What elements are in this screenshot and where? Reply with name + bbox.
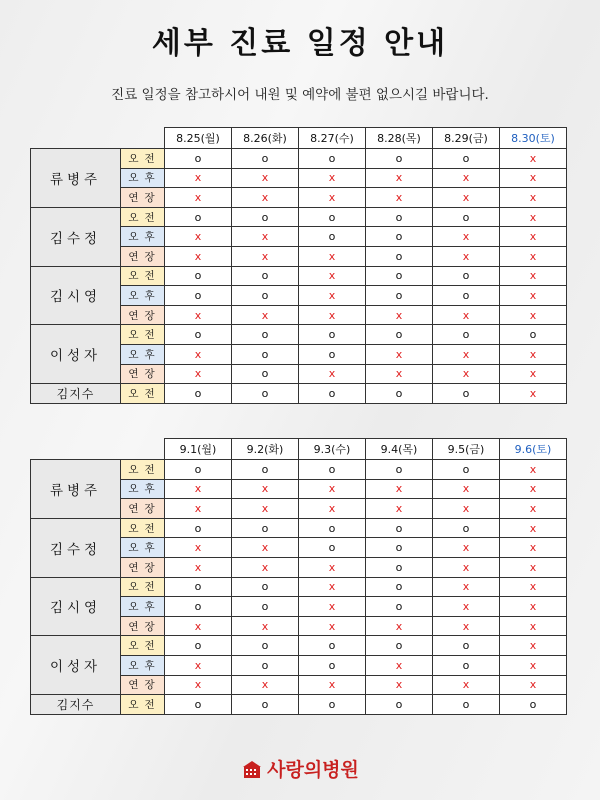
unavailable-mark: x <box>232 227 299 247</box>
unavailable-mark: x <box>433 479 500 499</box>
unavailable-mark: x <box>165 305 232 325</box>
unavailable-mark: x <box>165 557 232 577</box>
unavailable-mark: x <box>500 460 567 480</box>
available-mark: o <box>165 597 232 617</box>
session-label: 연장 <box>121 305 165 325</box>
session-label: 오후 <box>121 655 165 675</box>
available-mark: o <box>232 636 299 656</box>
unavailable-mark: x <box>500 305 567 325</box>
unavailable-mark: x <box>433 675 500 695</box>
unavailable-mark: x <box>232 188 299 208</box>
available-mark: o <box>366 557 433 577</box>
unavailable-mark: x <box>165 616 232 636</box>
available-mark: o <box>433 286 500 306</box>
unavailable-mark: x <box>500 675 567 695</box>
unavailable-mark: x <box>165 168 232 188</box>
unavailable-mark: x <box>299 305 366 325</box>
available-mark: o <box>366 227 433 247</box>
available-mark: o <box>433 266 500 286</box>
schedule-row <box>31 149 567 169</box>
unavailable-mark: x <box>433 227 500 247</box>
unavailable-mark: x <box>500 168 567 188</box>
unavailable-mark: x <box>500 344 567 364</box>
available-mark: o <box>433 518 500 538</box>
date-header: 8.27(수) <box>299 128 366 149</box>
date-header: 9.1(월) <box>165 439 232 460</box>
schedule-row <box>31 384 567 404</box>
available-mark: o <box>299 384 366 404</box>
doctor-name: 류병주 <box>31 149 121 208</box>
unavailable-mark: x <box>165 227 232 247</box>
available-mark: o <box>433 207 500 227</box>
available-mark: o <box>433 636 500 656</box>
available-mark: o <box>366 597 433 617</box>
unavailable-mark: x <box>366 675 433 695</box>
schedule-row <box>31 695 567 715</box>
unavailable-mark: x <box>366 616 433 636</box>
unavailable-mark: x <box>299 499 366 519</box>
date-header: 8.25(월) <box>165 128 232 149</box>
schedule-row <box>31 636 567 656</box>
unavailable-mark: x <box>232 479 299 499</box>
date-header: 8.28(목) <box>366 128 433 149</box>
available-mark: o <box>232 695 299 715</box>
unavailable-mark: x <box>500 188 567 208</box>
unavailable-mark: x <box>165 499 232 519</box>
unavailable-mark: x <box>299 479 366 499</box>
available-mark: o <box>232 655 299 675</box>
schedule-row <box>31 207 567 227</box>
session-label: 연장 <box>121 675 165 695</box>
session-label: 연장 <box>121 499 165 519</box>
unavailable-mark: x <box>500 597 567 617</box>
unavailable-mark: x <box>299 266 366 286</box>
available-mark: o <box>299 207 366 227</box>
date-header: 8.30(토) <box>500 128 567 149</box>
available-mark: o <box>433 384 500 404</box>
available-mark: o <box>165 695 232 715</box>
doctor-name: 김시영 <box>31 577 121 636</box>
unavailable-mark: x <box>232 557 299 577</box>
unavailable-mark: x <box>433 305 500 325</box>
unavailable-mark: x <box>366 364 433 384</box>
available-mark: o <box>299 325 366 345</box>
doctor-name: 이성자 <box>31 636 121 695</box>
available-mark: o <box>165 384 232 404</box>
unavailable-mark: x <box>299 246 366 266</box>
available-mark: o <box>299 460 366 480</box>
available-mark: o <box>232 577 299 597</box>
doctor-name: 류병주 <box>31 460 121 519</box>
date-header: 9.6(토) <box>500 439 567 460</box>
unavailable-mark: x <box>366 344 433 364</box>
schedule-row <box>31 266 567 286</box>
unavailable-mark: x <box>500 227 567 247</box>
session-label: 오전 <box>121 207 165 227</box>
unavailable-mark: x <box>500 266 567 286</box>
unavailable-mark: x <box>500 149 567 169</box>
session-label: 오전 <box>121 518 165 538</box>
header-corner <box>121 439 165 460</box>
available-mark: o <box>165 460 232 480</box>
hospital-name: 사랑의병원 <box>267 759 359 781</box>
session-label: 연장 <box>121 557 165 577</box>
unavailable-mark: x <box>299 577 366 597</box>
date-header: 9.4(목) <box>366 439 433 460</box>
unavailable-mark: x <box>299 597 366 617</box>
page-title: 세부 진료 일정 안내 <box>151 26 449 61</box>
available-mark: o <box>433 460 500 480</box>
session-label: 오후 <box>121 538 165 558</box>
date-header: 9.3(수) <box>299 439 366 460</box>
unavailable-mark: x <box>232 538 299 558</box>
session-label: 연장 <box>121 616 165 636</box>
unavailable-mark: x <box>366 499 433 519</box>
unavailable-mark: x <box>366 305 433 325</box>
available-mark: o <box>232 460 299 480</box>
available-mark: o <box>232 344 299 364</box>
available-mark: o <box>299 636 366 656</box>
unavailable-mark: x <box>366 479 433 499</box>
unavailable-mark: x <box>500 479 567 499</box>
unavailable-mark: x <box>433 364 500 384</box>
available-mark: o <box>299 695 366 715</box>
doctor-name: 김지수 <box>31 384 121 404</box>
unavailable-mark: x <box>165 479 232 499</box>
session-label: 오전 <box>121 384 165 404</box>
session-label: 오전 <box>121 149 165 169</box>
unavailable-mark: x <box>433 188 500 208</box>
header-corner <box>31 439 121 460</box>
schedule-table-week2 <box>30 438 567 715</box>
unavailable-mark: x <box>165 246 232 266</box>
available-mark: o <box>500 695 567 715</box>
unavailable-mark: x <box>299 616 366 636</box>
unavailable-mark: x <box>433 344 500 364</box>
unavailable-mark: x <box>165 675 232 695</box>
session-label: 오전 <box>121 695 165 715</box>
unavailable-mark: x <box>433 557 500 577</box>
unavailable-mark: x <box>500 557 567 577</box>
unavailable-mark: x <box>366 655 433 675</box>
schedule-row <box>31 325 567 345</box>
session-label: 오후 <box>121 479 165 499</box>
available-mark: o <box>165 207 232 227</box>
unavailable-mark: x <box>433 597 500 617</box>
session-label: 오전 <box>121 266 165 286</box>
session-label: 오후 <box>121 597 165 617</box>
header-corner <box>121 128 165 149</box>
unavailable-mark: x <box>500 384 567 404</box>
available-mark: o <box>366 286 433 306</box>
unavailable-mark: x <box>232 499 299 519</box>
doctor-name: 김수정 <box>31 518 121 577</box>
available-mark: o <box>299 655 366 675</box>
available-mark: o <box>165 266 232 286</box>
session-label: 오전 <box>121 636 165 656</box>
doctor-name: 김지수 <box>31 695 121 715</box>
available-mark: o <box>366 266 433 286</box>
unavailable-mark: x <box>366 168 433 188</box>
unavailable-mark: x <box>299 675 366 695</box>
available-mark: o <box>433 655 500 675</box>
unavailable-mark: x <box>165 538 232 558</box>
available-mark: o <box>366 577 433 597</box>
doctor-name: 이성자 <box>31 325 121 384</box>
unavailable-mark: x <box>433 616 500 636</box>
available-mark: o <box>165 518 232 538</box>
unavailable-mark: x <box>165 655 232 675</box>
session-label: 연장 <box>121 188 165 208</box>
schedule-table-week1 <box>30 127 567 404</box>
unavailable-mark: x <box>299 364 366 384</box>
available-mark: o <box>232 266 299 286</box>
unavailable-mark: x <box>232 675 299 695</box>
available-mark: o <box>366 460 433 480</box>
available-mark: o <box>366 149 433 169</box>
unavailable-mark: x <box>433 246 500 266</box>
available-mark: o <box>299 149 366 169</box>
available-mark: o <box>232 518 299 538</box>
available-mark: o <box>232 149 299 169</box>
available-mark: o <box>433 695 500 715</box>
date-header: 9.5(금) <box>433 439 500 460</box>
available-mark: o <box>366 246 433 266</box>
session-label: 오전 <box>121 460 165 480</box>
session-label: 연장 <box>121 246 165 266</box>
available-mark: o <box>366 325 433 345</box>
available-mark: o <box>299 344 366 364</box>
unavailable-mark: x <box>165 344 232 364</box>
unavailable-mark: x <box>232 616 299 636</box>
available-mark: o <box>232 364 299 384</box>
session-label: 오전 <box>121 325 165 345</box>
available-mark: o <box>165 325 232 345</box>
available-mark: o <box>366 384 433 404</box>
unavailable-mark: x <box>232 305 299 325</box>
unavailable-mark: x <box>433 538 500 558</box>
unavailable-mark: x <box>299 188 366 208</box>
unavailable-mark: x <box>165 364 232 384</box>
unavailable-mark: x <box>500 364 567 384</box>
session-label: 오후 <box>121 344 165 364</box>
schedule-row <box>31 577 567 597</box>
session-label: 오후 <box>121 286 165 306</box>
unavailable-mark: x <box>366 188 433 208</box>
hospital-building-icon <box>241 759 263 779</box>
unavailable-mark: x <box>232 246 299 266</box>
available-mark: o <box>366 538 433 558</box>
available-mark: o <box>232 597 299 617</box>
available-mark: o <box>299 227 366 247</box>
header-corner <box>31 128 121 149</box>
unavailable-mark: x <box>500 655 567 675</box>
unavailable-mark: x <box>500 499 567 519</box>
schedule-row <box>31 518 567 538</box>
unavailable-mark: x <box>500 246 567 266</box>
doctor-name: 김시영 <box>31 266 121 325</box>
hospital-logo <box>0 755 600 782</box>
available-mark: o <box>366 207 433 227</box>
available-mark: o <box>165 577 232 597</box>
schedule-row <box>31 460 567 480</box>
available-mark: o <box>165 286 232 306</box>
available-mark: o <box>299 518 366 538</box>
available-mark: o <box>165 636 232 656</box>
unavailable-mark: x <box>299 286 366 306</box>
available-mark: o <box>366 518 433 538</box>
unavailable-mark: x <box>232 168 299 188</box>
available-mark: o <box>232 325 299 345</box>
date-header: 8.29(금) <box>433 128 500 149</box>
session-label: 오후 <box>121 227 165 247</box>
unavailable-mark: x <box>500 518 567 538</box>
available-mark: o <box>232 286 299 306</box>
unavailable-mark: x <box>299 168 366 188</box>
page-subtitle: 진료 일정을 참고하시어 내원 및 예약에 불편 없으시길 바랍니다. <box>111 87 489 103</box>
session-label: 오후 <box>121 168 165 188</box>
unavailable-mark: x <box>500 577 567 597</box>
available-mark: o <box>165 149 232 169</box>
unavailable-mark: x <box>299 557 366 577</box>
unavailable-mark: x <box>433 577 500 597</box>
date-header: 8.26(화) <box>232 128 299 149</box>
unavailable-mark: x <box>500 207 567 227</box>
unavailable-mark: x <box>500 538 567 558</box>
session-label: 오전 <box>121 577 165 597</box>
unavailable-mark: x <box>500 286 567 306</box>
doctor-name: 김수정 <box>31 207 121 266</box>
available-mark: o <box>433 325 500 345</box>
unavailable-mark: x <box>500 616 567 636</box>
unavailable-mark: x <box>165 188 232 208</box>
available-mark: o <box>366 695 433 715</box>
available-mark: o <box>500 325 567 345</box>
unavailable-mark: x <box>500 636 567 656</box>
unavailable-mark: x <box>433 168 500 188</box>
session-label: 연장 <box>121 364 165 384</box>
date-header: 9.2(화) <box>232 439 299 460</box>
available-mark: o <box>299 538 366 558</box>
available-mark: o <box>232 207 299 227</box>
available-mark: o <box>232 384 299 404</box>
available-mark: o <box>366 636 433 656</box>
unavailable-mark: x <box>433 499 500 519</box>
available-mark: o <box>433 149 500 169</box>
